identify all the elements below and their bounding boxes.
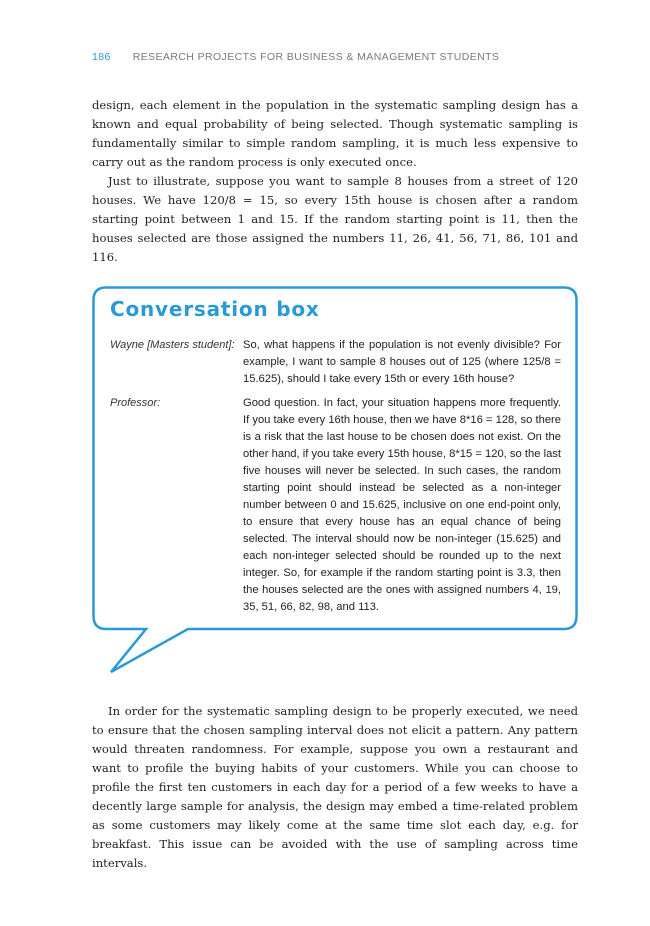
student-speech: So, what happens if the population is not evenly divisible? For example, I want to sample 8 houses out of 125 (where 125/8 = 15.625), should I take every 15th or every 16th house? (243, 339, 561, 385)
top-text-block (92, 96, 578, 267)
running-title: RESEARCH PROJECTS FOR BUSINESS & MANAGEMENT STUDENTS (132, 51, 500, 63)
paragraph-1: design, each element in the population in the systematic sampling design has a known and equal probability of being selected. Though systematic sampling is fundamentally similar to simple random sampling, it is much less expensive to carry out as the random process is only executed once. (92, 98, 578, 169)
bottom-text-block (92, 702, 578, 873)
professor-speaker: Professor: (110, 397, 161, 409)
conversation-box-title: Conversation box (110, 297, 320, 321)
professor-speech: Good question. In fact, your situation happens more frequently. If you take every 16th house, then we have 8*16 = 128, so there is a risk that the last house to be chosen does not exist. On the other hand, if you take every 15th house, 8*15 = 120, so the last five houses will never be selected. In such cases, the random starting point should instead be selected as a non-integer number between 0 and 15.625, inclusive on one end-point only, to ensure that every house has an equal chance of being selected. The interval should now be non-integer (15.625) and each non-integer selected should be rounded up to the next integer. So, for example if the random starting point is 3.3, then the houses selected are the ones with assigned numbers 4, 19, 35, 51, 66, 82, 98, and 113. (243, 397, 561, 613)
running-header (92, 51, 499, 63)
student-speaker: Wayne [Masters student]: (110, 339, 235, 351)
page-number: 186 (92, 51, 111, 63)
paragraph-2: Just to illustrate, suppose you want to sample 8 houses from a street of 120 houses. We have 120/8 = 15, so every 15th house is chosen after a random starting point between 1 and 15. If the random starting point is 11, then the houses selected are those assigned the numbers 11, 26, 41, 56, 71, 86, 101 and 116. (92, 174, 578, 264)
paragraph-3: In order for the systematic sampling design to be properly executed, we need to ensure that the chosen sampling interval does not elicit a pattern. Any pattern would threaten randomness. For example, suppose you own a restaurant and want to profile the buying habits of your customers. While you can choose to profile the first ten customers in each day for a period of a few weeks to have a decently large sample for analysis, the design may embed a time-related problem as some customers may likely come at the same time slot each day, e.g. for breakfast. This issue can be avoided with the use of sampling across time intervals. (92, 704, 578, 870)
conversation-box (92, 286, 578, 631)
